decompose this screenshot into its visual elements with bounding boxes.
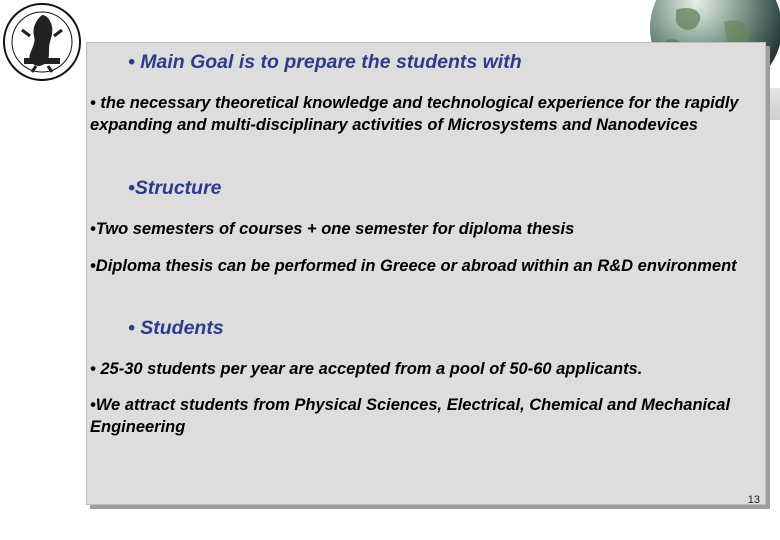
page-number: 13 — [747, 494, 760, 506]
university-seal-logo — [2, 2, 82, 82]
section-heading-structure: •Structure — [128, 177, 222, 199]
section-heading-main-goal: • Main Goal is to prepare the students with — [128, 51, 522, 73]
section-heading-students: • Students — [128, 317, 224, 339]
bullet-students-accepted: • 25-30 students per year are accepted from a pool of 50-60 applicants. — [90, 360, 643, 378]
bullet-structure-diploma-thesis: •Diploma thesis can be performed in Greece or abroad within an R&D environment — [90, 257, 737, 275]
bullet-main-goal-detail: • the necessary theoretical knowledge and technological experience for the rapidly expanding and multi-disciplinary activities of Microsystems and Nanodevices — [90, 94, 739, 134]
bullet-students-backgrounds: •We attract students from Physical Sciences, Electrical, Chemical and Mechanical Engineering — [90, 396, 731, 436]
bullet-structure-semesters: •Two semesters of courses + one semester for diploma thesis — [90, 220, 575, 238]
